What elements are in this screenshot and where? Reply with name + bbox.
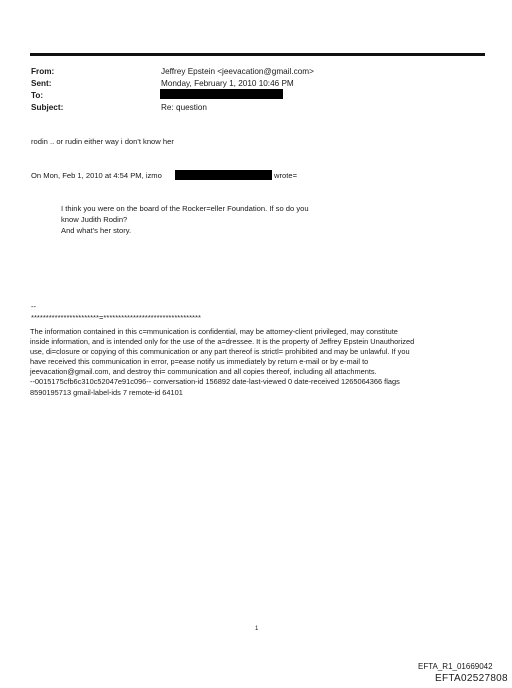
to-label: To: <box>31 91 44 100</box>
quoted-line: And what's her story. <box>61 226 132 235</box>
quote-intro-end: wrote= <box>274 171 298 180</box>
document-reference-small: EFTA_R1_01669042 <box>418 662 493 671</box>
disclaimer-line: The information contained in this c=mmunication is confidential, may be attorney-client privileged, may constitute <box>30 327 398 336</box>
stars-line: ***********************=********************************* <box>31 313 201 322</box>
disclaimer-line: --0015175cfb6c310c52047e91c096-- conversation-id 156892 date-last-viewed 0 date-received 1265064366 flags <box>30 377 400 387</box>
signature-separator: -- <box>31 302 37 311</box>
quote-intro-start: On Mon, Feb 1, 2010 at 4:54 PM, izmo <box>31 171 162 180</box>
disclaimer-line: 8590195713 gmail-label-ids 7 remote-id 64101 <box>30 387 183 397</box>
document-reference-large: EFTA02527808 <box>435 673 508 684</box>
disclaimer-line: have received this communication in error, p=ease notify us immediately by return e-mail or by e-mail to <box>30 357 369 367</box>
from-value: Jeffrey Epstein <jeevacation@gmail.com> <box>161 67 314 76</box>
confidentiality-disclaimer <box>30 327 490 398</box>
disclaimer-line: use, di=closure or copying of this communication or any part thereof is strictl= prohibited and may be unlawful. If you <box>30 347 410 357</box>
page-number: 1 <box>255 626 259 632</box>
header-divider-rule <box>30 53 485 56</box>
from-label: From: <box>31 67 55 76</box>
quoted-line: I think you were on the board of the Rocker=eller Foundation. If so do you <box>61 204 309 213</box>
disclaimer-line: inside information, and is intended only for the use of the a=dressee. It is the property of Jeffrey Epstein Unauthorized <box>30 337 415 347</box>
reply-line: rodin .. or rudin either way i don't know her <box>31 137 174 146</box>
subject-label: Subject: <box>31 103 64 112</box>
email-redaction-bar <box>175 170 272 180</box>
to-redaction-bar <box>160 89 283 99</box>
subject-value: Re: question <box>161 103 207 112</box>
sent-label: Sent: <box>31 79 52 88</box>
quoted-line: know Judith Rodin? <box>61 215 128 224</box>
disclaimer-line: jeevacation@gmail.com, and destroy thi= communication and all copies thereof, including all attachments. <box>30 367 377 377</box>
sent-value: Monday, February 1, 2010 10:46 PM <box>161 79 294 88</box>
